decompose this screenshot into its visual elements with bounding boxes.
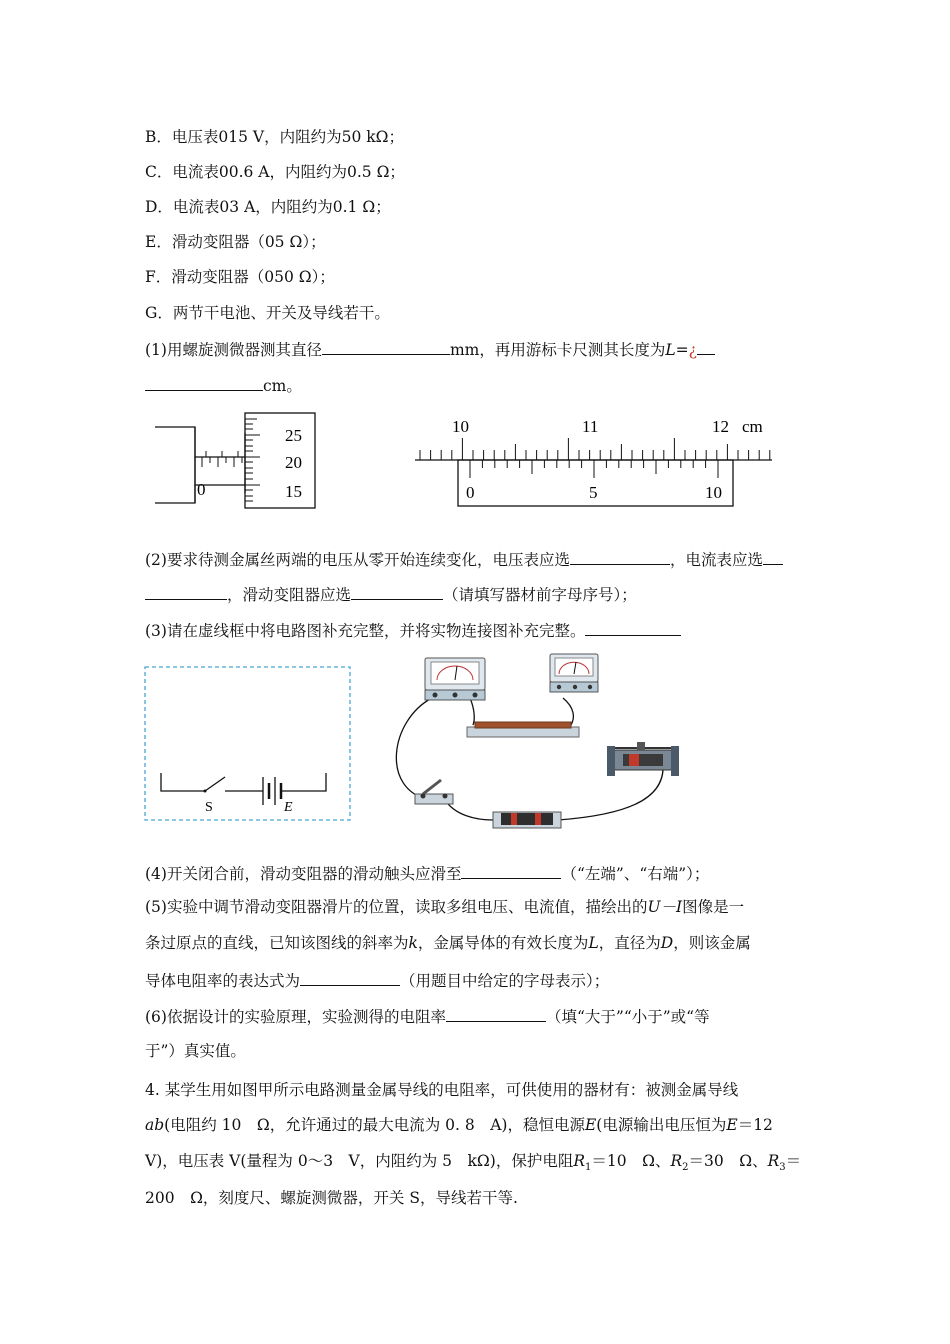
question-1: (1)用螺旋测微器测其直径 mm，再用游标卡尺测其长度为L=¿ [145, 338, 715, 360]
source-label: E [284, 800, 293, 815]
vernier-label-5: 5 [589, 483, 598, 502]
metal-wire-icon [467, 722, 579, 737]
caliper-label-12: 12 [712, 417, 729, 436]
option-d: D．电流表03 A，内阻约为0.1 Ω； [145, 198, 391, 216]
micrometer-tick-20: 20 [285, 453, 302, 472]
question-5-cont2: 导体电阻率的表达式为 （用题目中给定的字母表示）； [145, 969, 609, 991]
problem-4-line-4: 200 Ω，刻度尺、螺旋测微器，开关 S，导线若干等. [145, 1189, 518, 1207]
micrometer-zero: 0 [197, 480, 206, 499]
switch-icon [415, 780, 453, 804]
option-c: C．电流表00.6 A，内阻约为0.5 Ω； [145, 163, 405, 181]
answer-blank[interactable] [570, 548, 670, 565]
question-2-cont: ，滑动变阻器应选 （请填写器材前字母序号）； [145, 583, 637, 605]
circuit-diagram-box [143, 665, 353, 823]
caliper-label-10: 10 [452, 417, 469, 436]
vernier-label-0: 0 [466, 483, 475, 502]
option-b: B．电压表015 V，内阻约为50 kΩ； [145, 128, 404, 146]
answer-blank[interactable] [351, 583, 443, 600]
answer-blank[interactable] [145, 374, 263, 391]
problem-4-line-2: ab(电阻约 10 Ω，允许通过的最大电流为 0. 8 A)，稳恒电源E(电源输出电压恒为E＝12 [145, 1116, 773, 1134]
answer-blank[interactable] [322, 338, 450, 355]
question-1-cont: cm。 [145, 374, 302, 396]
caliper-unit: cm [742, 417, 763, 436]
micrometer-figure [150, 405, 320, 510]
micrometer-tick-15: 15 [285, 482, 302, 501]
option-f: F．滑动变阻器（050 Ω）； [145, 268, 335, 286]
question-6: (6)依据设计的实验原理，实验测得的电阻率 （填“大于”“小于”或“等 [145, 1005, 710, 1027]
apparatus-figure [395, 650, 695, 835]
battery-icon [493, 812, 561, 828]
problem-4-line-1: 4. 某学生用如图甲所示电路测量金属导线的电阻率，可供使用的器材有：被测金属导线 [145, 1081, 739, 1099]
answer-blank[interactable] [585, 619, 681, 636]
ammeter-icon [425, 658, 485, 700]
question-3: (3)请在虚线框中将电路图补充完整，并将实物连接图补充完整。 [145, 619, 681, 641]
answer-blank[interactable] [763, 548, 783, 565]
answer-blank[interactable] [446, 1005, 546, 1022]
rheostat-icon [607, 742, 679, 776]
question-4: (4)开关闭合前，滑动变阻器的滑动触头应滑至 （“左端”、“右端”）； [145, 862, 709, 884]
question-2: (2)要求待测金属丝两端的电压从零开始连续变化，电压表应选 ，电流表应选 [145, 548, 783, 570]
switch-label: S [205, 800, 213, 815]
vernier-label-10: 10 [705, 483, 722, 502]
answer-blank[interactable] [697, 338, 715, 355]
question-5: (5)实验中调节滑动变阻器滑片的位置，读取多组电压、电流值，描绘出的U－I图像是一 [145, 898, 745, 916]
question-5-cont: 条过原点的直线，已知该图线的斜率为k，金属导体的有效长度为L，直径为D，则该金属 [145, 934, 751, 952]
caliper-label-11: 11 [582, 417, 599, 436]
answer-blank[interactable] [461, 862, 561, 879]
answer-blank[interactable] [145, 583, 227, 600]
micrometer-tick-25: 25 [285, 426, 302, 445]
voltmeter-icon [550, 654, 598, 692]
option-g: G．两节干电池、开关及导线若干。 [145, 304, 390, 322]
vernier-caliper-figure [410, 412, 780, 512]
answer-blank[interactable] [300, 969, 400, 986]
option-e: E．滑动变阻器（05 Ω）； [145, 233, 326, 251]
question-6-cont: 于”）真实值。 [145, 1042, 246, 1060]
problem-4-line-3: V)，电压表 V(量程为 0～3 V，内阻约为 5 kΩ)，保护电阻$R_1=10$ Ω、$R_2=30$ Ω、$R_3=$ [145, 1152, 802, 1174]
